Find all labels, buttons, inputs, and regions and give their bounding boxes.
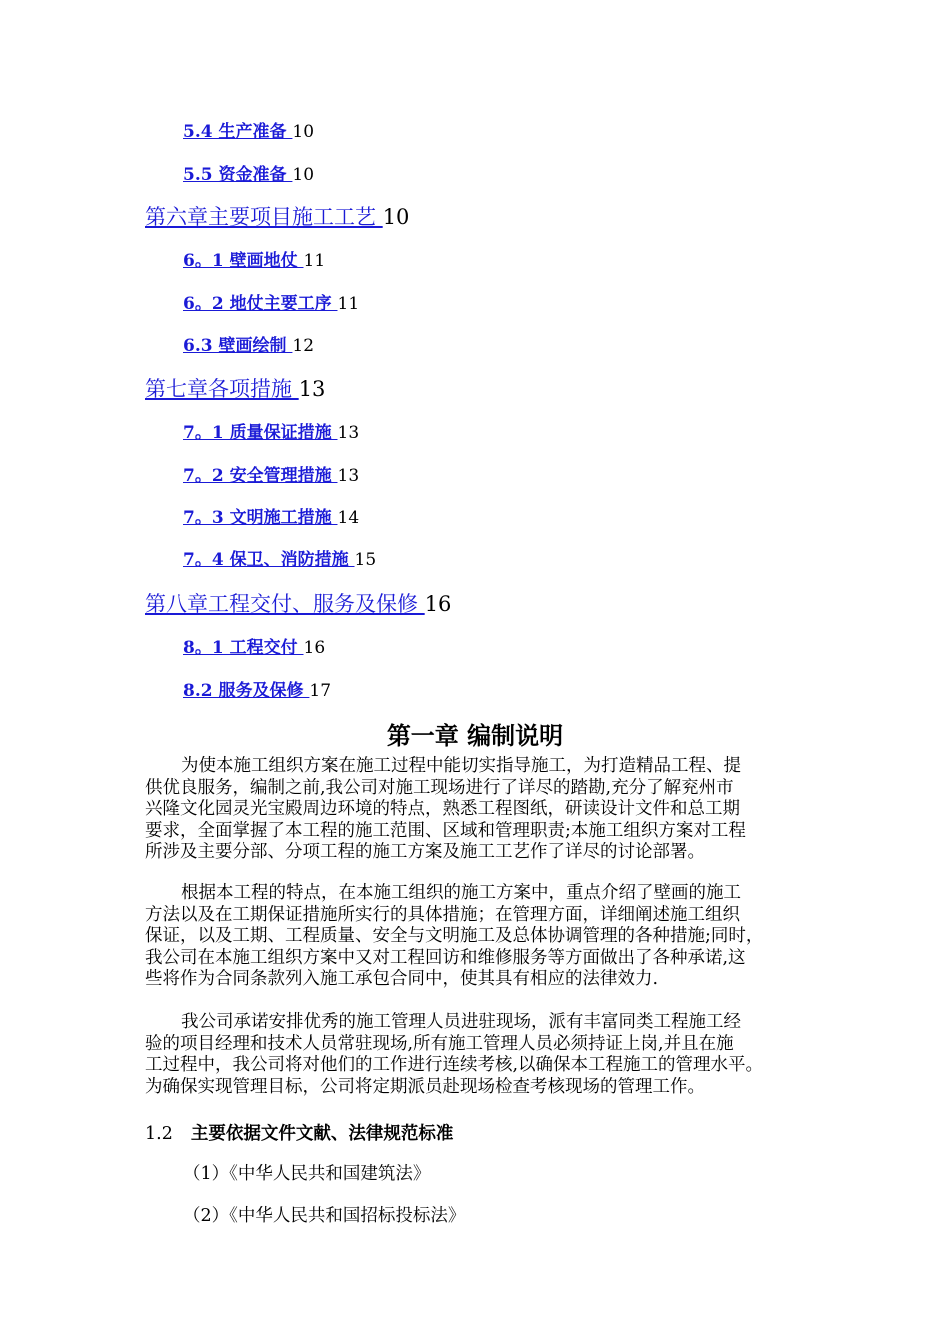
reference-item: （2）《中华人民共和国招标投标法》: [183, 1206, 466, 1226]
toc-chapter-6[interactable]: [145, 201, 409, 231]
paragraph-line: 我公司在本施工组织方案中又对工程回访和维修服务等方面做出了各种承诺,这: [145, 947, 746, 968]
section-title: 主要依据文件文献、法律规范标准: [190, 1124, 454, 1144]
section-number: 1.2: [145, 1124, 173, 1144]
toc-page-number: 11: [337, 294, 360, 314]
paragraph-line: 验的项目经理和技术人员常驻现场,所有施工管理人员必须持证上岗,并且在施: [145, 1033, 734, 1054]
toc-page-number: 10: [292, 122, 315, 142]
paragraph-line: 供优良服务，编制之前,我公司对施工现场进行了详尽的踏勘,充分了解兖州市: [145, 777, 734, 798]
paragraph-line: 保证，以及工期、工程质量、安全与文明施工及总体协调管理的各种措施;同时，: [145, 926, 764, 947]
toc-item-5-4[interactable]: [183, 117, 314, 142]
paragraph-line: 为确保实现管理目标，公司将定期派员赴现场检查考核现场的管理工作。: [145, 1076, 705, 1097]
toc-link[interactable]: 第六章主要项目施工工艺: [145, 205, 383, 229]
toc-item-6-1[interactable]: [183, 246, 325, 271]
toc-chapter-8[interactable]: [145, 588, 451, 618]
toc-page-number: 17: [309, 681, 332, 701]
chapter-title: 第一章 编制说明: [386, 722, 564, 750]
paragraph-line: 方法以及在工期保证措施所实行的具体措施；在管理方面，详细阐述施工组织: [145, 904, 740, 925]
toc-item-8-2[interactable]: [183, 676, 331, 701]
toc-link[interactable]: 第七章各项措施: [145, 377, 299, 401]
toc-link[interactable]: 6。2 地仗主要工序: [183, 294, 338, 314]
toc-link[interactable]: 6.3 壁画绘制: [183, 336, 293, 356]
toc-page-number: 15: [354, 550, 377, 570]
paragraph-line: 兴隆文化园灵光宝殿周边环境的特点，熟悉工程图纸，研读设计文件和总工期: [145, 799, 740, 820]
toc-link[interactable]: 第八章工程交付、服务及保修: [145, 592, 425, 616]
toc-page-number: 14: [337, 508, 360, 528]
toc-page-number: 10: [292, 165, 315, 185]
toc-link[interactable]: 7。1 质量保证措施: [183, 423, 338, 443]
toc-item-6-3[interactable]: [183, 331, 314, 356]
section-heading: [145, 1120, 453, 1145]
paragraph-line: 根据本工程的特点，在本施工组织的施工方案中，重点介绍了壁画的施工: [181, 883, 741, 903]
paragraph-intro: [145, 756, 815, 864]
paragraph-line: 些将作为合同条款列入施工承包合同中，使其具有相应的法律效力.: [145, 969, 659, 990]
toc-page-number: 16: [303, 638, 326, 658]
paragraph-commitment: [145, 1012, 815, 1098]
toc-item-8-1[interactable]: [183, 633, 325, 658]
toc-page-number: 13: [337, 466, 360, 486]
toc-page-number: 13: [337, 423, 360, 443]
paragraph-line: 要求，全面掌握了本工程的施工范围、区域和管理职责;本施工组织方案对工程: [145, 820, 746, 841]
reference-item: （1）《中华人民共和国建筑法》: [183, 1164, 431, 1184]
paragraph-focus: [145, 883, 815, 991]
paragraph-line: 为使本施工组织方案在施工过程中能切实指导施工，为打造精品工程、提: [181, 756, 741, 776]
paragraph-line: 所涉及主要分部、分项工程的施工方案及施工工艺作了详尽的讨论部署。: [145, 842, 705, 863]
toc-item-7-3[interactable]: [183, 503, 359, 528]
toc-chapter-7[interactable]: [145, 373, 325, 403]
toc-link[interactable]: 7。4 保卫、消防措施: [183, 550, 355, 570]
toc-item-7-2[interactable]: [183, 461, 359, 486]
toc-link[interactable]: 5.5 资金准备: [183, 165, 293, 185]
toc-page-number: 12: [292, 336, 315, 356]
paragraph-line: 工过程中，我公司将对他们的工作进行连续考核,以确保本工程施工的管理水平。: [145, 1055, 764, 1076]
toc-link[interactable]: 7。3 文明施工措施: [183, 508, 338, 528]
toc-link[interactable]: 8。1 工程交付: [183, 638, 304, 658]
paragraph-line: 我公司承诺安排优秀的施工管理人员进驻现场，派有丰富同类工程施工经: [181, 1012, 741, 1032]
toc-item-5-5[interactable]: [183, 160, 314, 185]
toc-link[interactable]: 8.2 服务及保修: [183, 681, 310, 701]
toc-page-number: 11: [303, 251, 326, 271]
toc-page-number: 13: [298, 377, 326, 401]
toc-link[interactable]: 7。2 安全管理措施: [183, 466, 338, 486]
toc-link[interactable]: 5.4 生产准备: [183, 122, 293, 142]
toc-item-7-4[interactable]: [183, 545, 376, 570]
toc-page-number: 16: [424, 592, 452, 616]
toc-item-7-1[interactable]: [183, 418, 359, 443]
toc-item-6-2[interactable]: [183, 289, 359, 314]
toc-link[interactable]: 6。1 壁画地仗: [183, 251, 304, 271]
toc-page-number: 10: [382, 205, 410, 229]
